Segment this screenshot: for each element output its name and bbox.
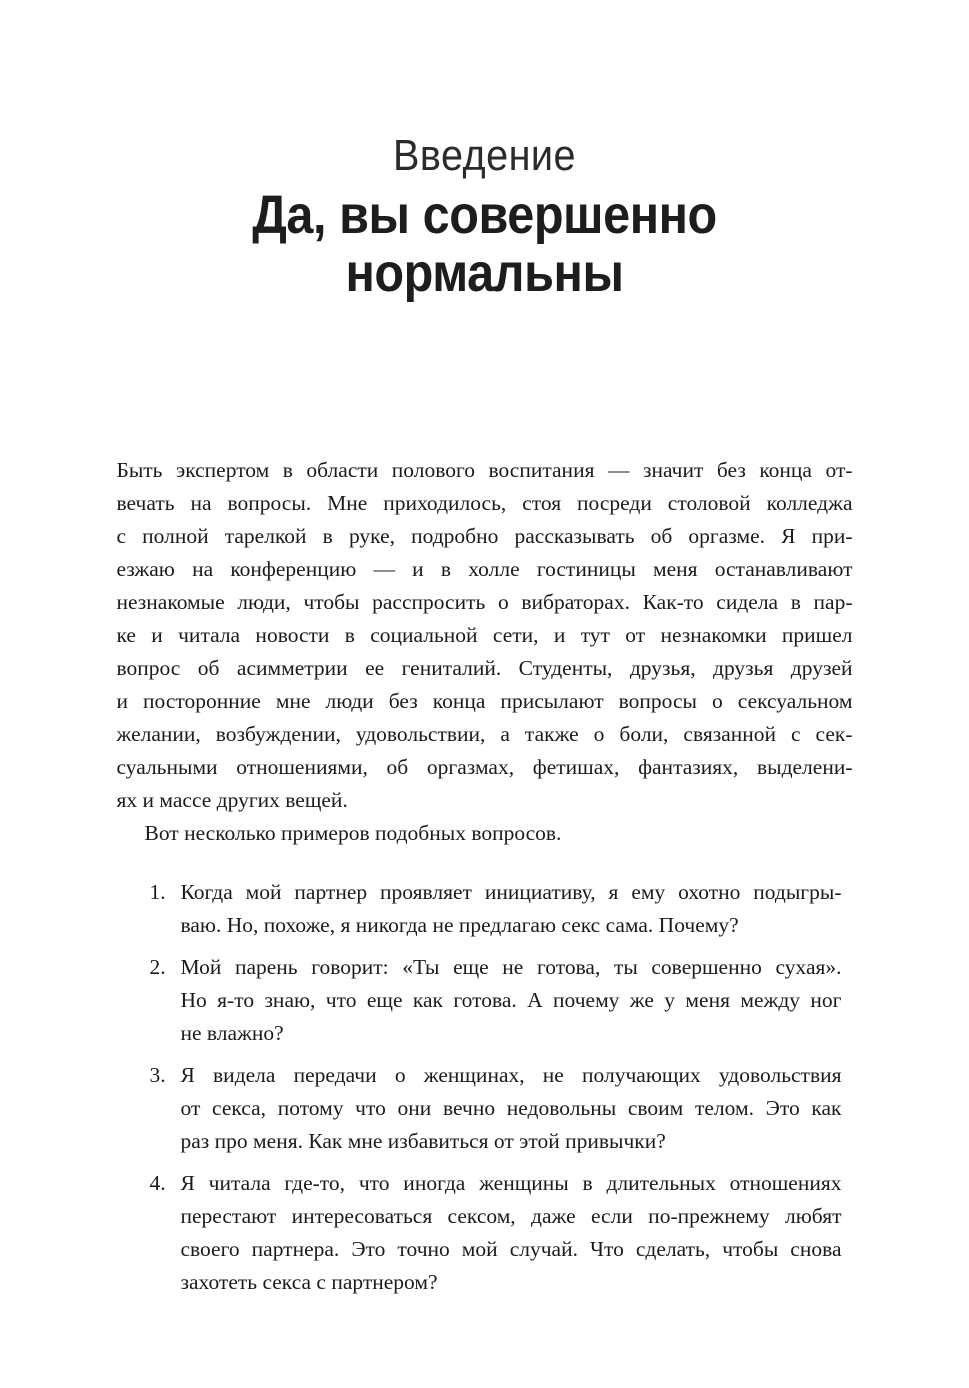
question-line: от секса, потому что они вечно недовольны своим телом. Это как — [180, 1096, 842, 1120]
question-line: Я читала где-то, что иногда женщины в длительных отношениях — [180, 1171, 842, 1195]
title-line: нормальны — [345, 243, 624, 303]
question-line: Когда мой партнер проявляет инициативу, я ему охотно подыгры- — [180, 880, 842, 904]
question-item — [150, 1059, 842, 1158]
body-text — [117, 454, 853, 850]
chapter-kicker: Введение — [393, 131, 576, 180]
question-line: ваю. Но, похоже, я никогда не предлагаю секс сама. Почему? — [180, 913, 739, 937]
paragraph-line: и посторонние мне люди без конца присылают вопросы о сексуальном — [116, 689, 853, 713]
paragraph-line: вечать на вопросы. Мне приходилось, стоя посреди столовой колледжа — [116, 491, 853, 515]
paragraph-line: вопрос об асимметрии ее гениталий. Студенты, друзья, друзья друзей — [116, 656, 853, 680]
paragraph-line: незнакомые люди, чтобы расспросить о вибраторах. Как-то сидела в пар- — [116, 590, 853, 614]
question-item — [150, 1167, 842, 1299]
paragraph-line: с полной тарелкой в руке, подробно рассказывать об оргазме. Я при- — [116, 524, 853, 548]
question-text — [181, 1167, 842, 1299]
question-line: перестают интересоваться сексом, даже если по-прежнему любят — [180, 1204, 842, 1228]
question-number: 1. — [149, 880, 166, 904]
question-line: раз про меня. Как мне избавиться от этой привычки? — [180, 1129, 666, 1153]
paragraph-line: Вот несколько примеров подобных вопросов. — [144, 821, 562, 845]
question-line: Но я-то знаю, что еще как готова. А почему же у меня между ног — [180, 988, 842, 1012]
question-number: 3. — [149, 1063, 166, 1087]
question-line: Я видела передачи о женщинах, не получающих удовольствия — [180, 1063, 842, 1087]
question-item — [150, 876, 842, 942]
question-text — [181, 1059, 842, 1158]
paragraph-line: желании, возбуждении, удовольствии, а также о боли, связанной с сек- — [116, 722, 853, 746]
chapter-title — [48, 186, 920, 302]
question-line: Мой парень говорит: «Ты еще не готова, ты совершенно сухая». — [180, 955, 842, 979]
question-text — [181, 951, 842, 1050]
question-line: захотеть секса с партнером? — [180, 1270, 438, 1294]
paragraph-line: ях и массе других вещей. — [116, 788, 348, 812]
paragraph-line: суальными отношениями, об оргазмах, фетишах, фантазиях, выделени- — [116, 755, 853, 779]
question-line: не влажно? — [180, 1021, 284, 1045]
title-line: Да, вы совершенно — [252, 185, 717, 245]
question-list — [128, 876, 842, 1299]
paragraph-line: ке и читала новости в социальной сети, и тут от незнакомки пришел — [116, 623, 853, 647]
paragraph — [117, 817, 853, 850]
question-text — [181, 876, 842, 942]
question-item — [150, 951, 842, 1050]
paragraph — [117, 454, 853, 817]
paragraph-line: Быть экспертом в области полового воспитания — значит без конца от- — [116, 458, 853, 482]
paragraph-line: езжаю на конференцию — и в холле гостиницы меня останавливают — [116, 557, 853, 581]
question-number: 2. — [149, 955, 166, 979]
question-number: 4. — [149, 1171, 166, 1195]
question-line: своего партнера. Это точно мой случай. Что сделать, чтобы снова — [180, 1237, 842, 1261]
